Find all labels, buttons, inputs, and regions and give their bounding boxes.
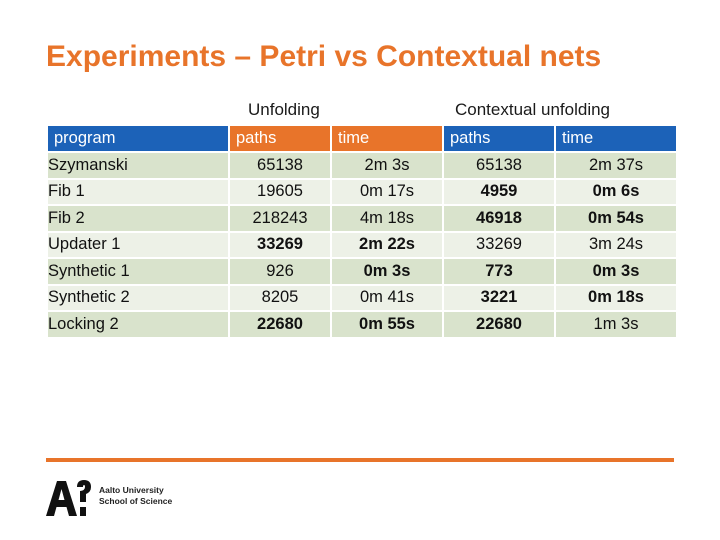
cell-c-time: 1m 3s [556, 312, 676, 337]
cell-c-time: 0m 18s [556, 286, 676, 311]
table-row [48, 153, 676, 178]
cell-u-time: 2m 3s [332, 153, 442, 178]
results-table [46, 124, 678, 339]
cell-u-time: 4m 18s [332, 206, 442, 231]
cell-program: Fib 2 [48, 206, 228, 231]
cell-c-paths: 3221 [444, 286, 554, 311]
contextual-group-label: Contextual unfolding [455, 100, 611, 119]
cell-u-paths: 65138 [230, 153, 330, 178]
cell-program: Synthetic 1 [48, 259, 228, 284]
slide-title: Experiments – Petri vs Contextual nets [46, 40, 602, 73]
cell-program: Updater 1 [48, 233, 228, 258]
table-body [48, 153, 676, 337]
cell-program: Synthetic 2 [48, 286, 228, 311]
cell-u-paths: 926 [230, 259, 330, 284]
footer-divider [46, 458, 674, 462]
table-row [48, 180, 676, 205]
cell-c-time: 0m 54s [556, 206, 676, 231]
table-row [48, 233, 676, 258]
cell-c-paths: 65138 [444, 153, 554, 178]
cell-u-paths: 19605 [230, 180, 330, 205]
cell-c-time: 0m 3s [556, 259, 676, 284]
header-contextual-paths: paths [444, 126, 554, 151]
cell-c-paths: 4959 [444, 180, 554, 205]
unfolding-group-label: Unfolding [248, 100, 320, 119]
logo-line-school: School of Science [99, 496, 173, 506]
table-row [48, 286, 676, 311]
cell-program: Locking 2 [48, 312, 228, 337]
table-header-row [48, 126, 676, 151]
cell-program: Szymanski [48, 153, 228, 178]
header-unfolding-time: time [332, 126, 442, 151]
cell-u-paths: 8205 [230, 286, 330, 311]
header-contextual-time: time [556, 126, 676, 151]
cell-u-time: 0m 41s [332, 286, 442, 311]
table-row [48, 312, 676, 337]
cell-u-time: 0m 55s [332, 312, 442, 337]
aalto-logo-icon [44, 478, 94, 518]
table-row [48, 259, 676, 284]
cell-u-time: 0m 3s [332, 259, 442, 284]
cell-c-paths: 22680 [444, 312, 554, 337]
logo-line-university: Aalto University [99, 485, 164, 495]
cell-program: Fib 1 [48, 180, 228, 205]
cell-u-time: 0m 17s [332, 180, 442, 205]
cell-u-paths: 22680 [230, 312, 330, 337]
cell-c-paths: 33269 [444, 233, 554, 258]
cell-c-time: 0m 6s [556, 180, 676, 205]
header-unfolding-paths: paths [230, 126, 330, 151]
cell-c-time: 3m 24s [556, 233, 676, 258]
cell-c-paths: 46918 [444, 206, 554, 231]
cell-u-paths: 218243 [230, 206, 330, 231]
cell-u-paths: 33269 [230, 233, 330, 258]
table-row [48, 206, 676, 231]
cell-c-time: 2m 37s [556, 153, 676, 178]
cell-c-paths: 773 [444, 259, 554, 284]
logo-text [99, 485, 172, 507]
header-program: program [48, 126, 228, 151]
cell-u-time: 2m 22s [332, 233, 442, 258]
